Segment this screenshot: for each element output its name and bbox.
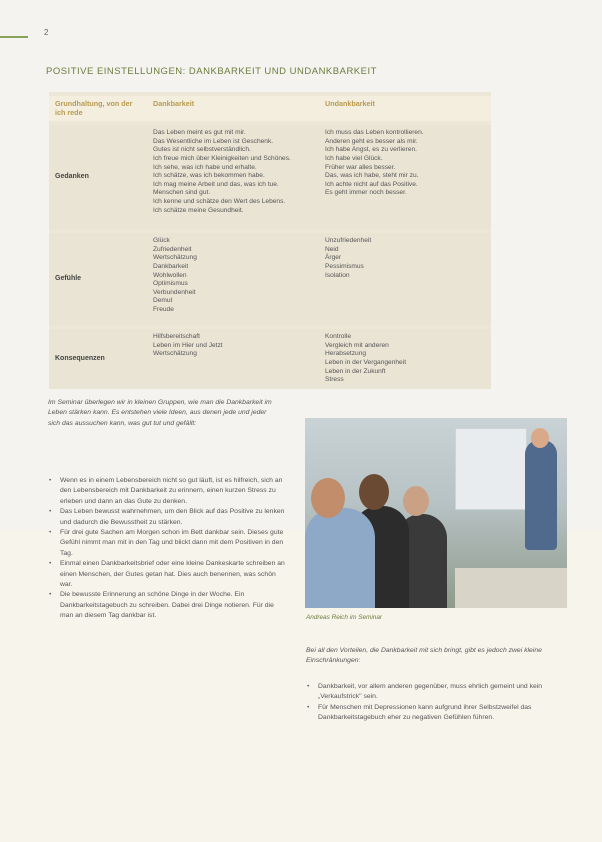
cell-ingratitude — [319, 233, 491, 325]
idea-list — [48, 476, 288, 622]
intro-text: Im Seminar überlegen wir in kleinen Gruppen, wie man die Dankbarkeit im Leben stärken kann. Es entstehen viele Ideen, aus denen jede und jeder sich das aussuchen kann, was gut tut und gefällt: — [48, 399, 272, 427]
cell-line: Verbundenheit — [153, 288, 196, 296]
cell-line: Ich habe viel Glück. — [325, 154, 383, 162]
cell-line: Unzufriedenheit — [325, 237, 372, 245]
seminar-photo — [305, 418, 567, 608]
cell-line: Anderen geht es besser als mir. — [325, 137, 418, 145]
cell-line: Optimismus — [153, 280, 188, 288]
cell-line: Dankbarkeit — [153, 262, 189, 270]
limitations-intro: Bei all den Vorteilen, die Dankbarkeit mit sich bringt, gibt es jedoch zwei kleine Einschränkungen: — [306, 647, 542, 665]
cell-line: Das, was ich habe, steht mir zu. — [325, 172, 419, 180]
cell-line: Ich habe Angst, es zu verlieren. — [325, 146, 417, 154]
participant-head — [403, 486, 429, 516]
list-item: • Dankbarkeit, vor allem anderen gegenüber, muss ehrlich gemeint und kein „Verkaufstrick" sein. — [306, 682, 568, 703]
cell-line: Demut — [153, 297, 173, 305]
list-item: • Einmal einen Dankbarkeitsbrief oder eine kleine Dankeskarte schreiben an einen Menschen, der Gutes getan hat. Dies auch benennen, was schön war. — [48, 559, 288, 590]
cell-gratitude — [147, 125, 319, 229]
page-number: 2 — [44, 28, 49, 37]
list-item: • Für Menschen mit Depressionen kann aufgrund ihrer Selbstzweifel das Dankbarkeitstagebuch eher zu negativen Gefühlen führen. — [306, 703, 568, 724]
row-label: Gedanken — [49, 125, 147, 229]
cell-line: Das Leben meint es gut mit mir. — [153, 129, 246, 137]
whiteboard — [455, 428, 527, 510]
cell-line: Ich schätze meine Gesundheit. — [153, 206, 244, 214]
list-item: • Die bewusste Erinnerung an schöne Dinge in der Woche. Ein Dankbarkeitstagebuch zu schreiben. Dabei drei Dinge notieren. Für die man an diesem Tag dankbar ist. — [48, 590, 288, 621]
cell-line: Das Wesentliche im Leben ist Geschenk. — [153, 137, 274, 145]
table-header-row — [49, 96, 491, 121]
cell-line: Neid — [325, 245, 339, 253]
cell-line: Ich mag meine Arbeit und das, was ich tue. — [153, 180, 279, 188]
cell-line: Wertschätzung — [153, 350, 197, 358]
header-ingratitude: Undankbarkeit — [319, 96, 491, 121]
header-attitude: Grundhaltung, von der ich rede — [49, 96, 147, 121]
cell-line: Freude — [153, 305, 174, 313]
list-item: • Für drei gute Sachen am Morgen schon im Bett dankbar sein. Dieses gute Gefühl nimmt man mit in den Tag und blickt dann mit dem Positiven in den Tag. — [48, 528, 288, 559]
cell-line: Menschen sind gut. — [153, 189, 211, 197]
cell-line: Isolation — [325, 271, 350, 279]
cell-line: Ich kenne und schätze den Wert des Lebens. — [153, 197, 286, 205]
cell-gratitude — [147, 329, 319, 389]
cell-line: Ich freue mich über Kleinigkeiten und Schönes. — [153, 154, 291, 162]
cell-line: Kontrolle — [325, 333, 352, 341]
photo-caption: Andreas Reich im Seminar — [306, 614, 383, 621]
cell-line: Herabsetzung — [325, 350, 367, 358]
cell-line: Leben in der Vergangenheit — [325, 358, 407, 366]
cell-line: Vergleich mit anderen — [325, 341, 389, 349]
cell-line: Wertschätzung — [153, 254, 197, 262]
cell-line: Ich muss das Leben kontrollieren. — [325, 129, 424, 137]
cell-line: Ich achte nicht auf das Positive. — [325, 180, 418, 188]
cell-line: Früher war alles besser. — [325, 163, 396, 171]
cell-line: Glück — [153, 237, 170, 245]
header-gratitude: Dankbarkeit — [147, 96, 319, 121]
table-surface — [455, 568, 567, 608]
cell-ingratitude — [319, 125, 491, 229]
row-label: Gefühle — [49, 233, 147, 325]
table-row — [49, 329, 491, 389]
cell-line: Zufriedenheit — [153, 245, 192, 253]
cell-line: Wohlwollen — [153, 271, 187, 279]
cell-gratitude — [147, 233, 319, 325]
cell-line: Ärger — [325, 254, 342, 262]
cell-line: Leben im Hier und Jetzt — [153, 341, 223, 349]
cell-line: Leben in der Zukunft — [325, 367, 386, 375]
participant-head — [311, 478, 345, 518]
cell-ingratitude — [319, 329, 491, 389]
cell-line: Hilfsbereitschaft — [153, 333, 200, 341]
cell-line: Pessimismus — [325, 262, 364, 270]
cell-line: Gutes ist nicht selbstverständlich. — [153, 146, 251, 154]
cell-line: Es geht immer noch besser. — [325, 189, 407, 197]
top-rule — [0, 36, 28, 38]
participant-figure — [305, 508, 375, 608]
table-row — [49, 125, 491, 229]
cell-line: Stress — [325, 376, 344, 384]
row-label: Konsequenzen — [49, 329, 147, 389]
participant-head — [359, 474, 389, 510]
cell-line: Ich schätze, was ich bekommen habe. — [153, 172, 265, 180]
table-row — [49, 233, 491, 325]
comparison-table — [49, 92, 491, 388]
speaker-figure — [525, 440, 557, 550]
section-heading: POSITIVE EINSTELLUNGEN: DANKBARKEIT UND UNDANKBARKEIT — [46, 66, 377, 77]
list-item: • Das Leben bewusst wahrnehmen, um den Blick auf das Positive zu lenken und dadurch die Bewusstheit zu stärken. — [48, 507, 288, 528]
list-item: • Wenn es in einem Lebensbereich nicht so gut läuft, ist es hilfreich, sich an den Lebensbereich mit Dankbarkeit zu erinnern, einen kurzen Stress zu erleben und dann an das Gute zu denken. — [48, 476, 288, 507]
cell-line: Ich sehe, was ich habe und erhalte. — [153, 163, 257, 171]
speaker-head — [531, 428, 549, 448]
limitations-list — [306, 682, 568, 724]
